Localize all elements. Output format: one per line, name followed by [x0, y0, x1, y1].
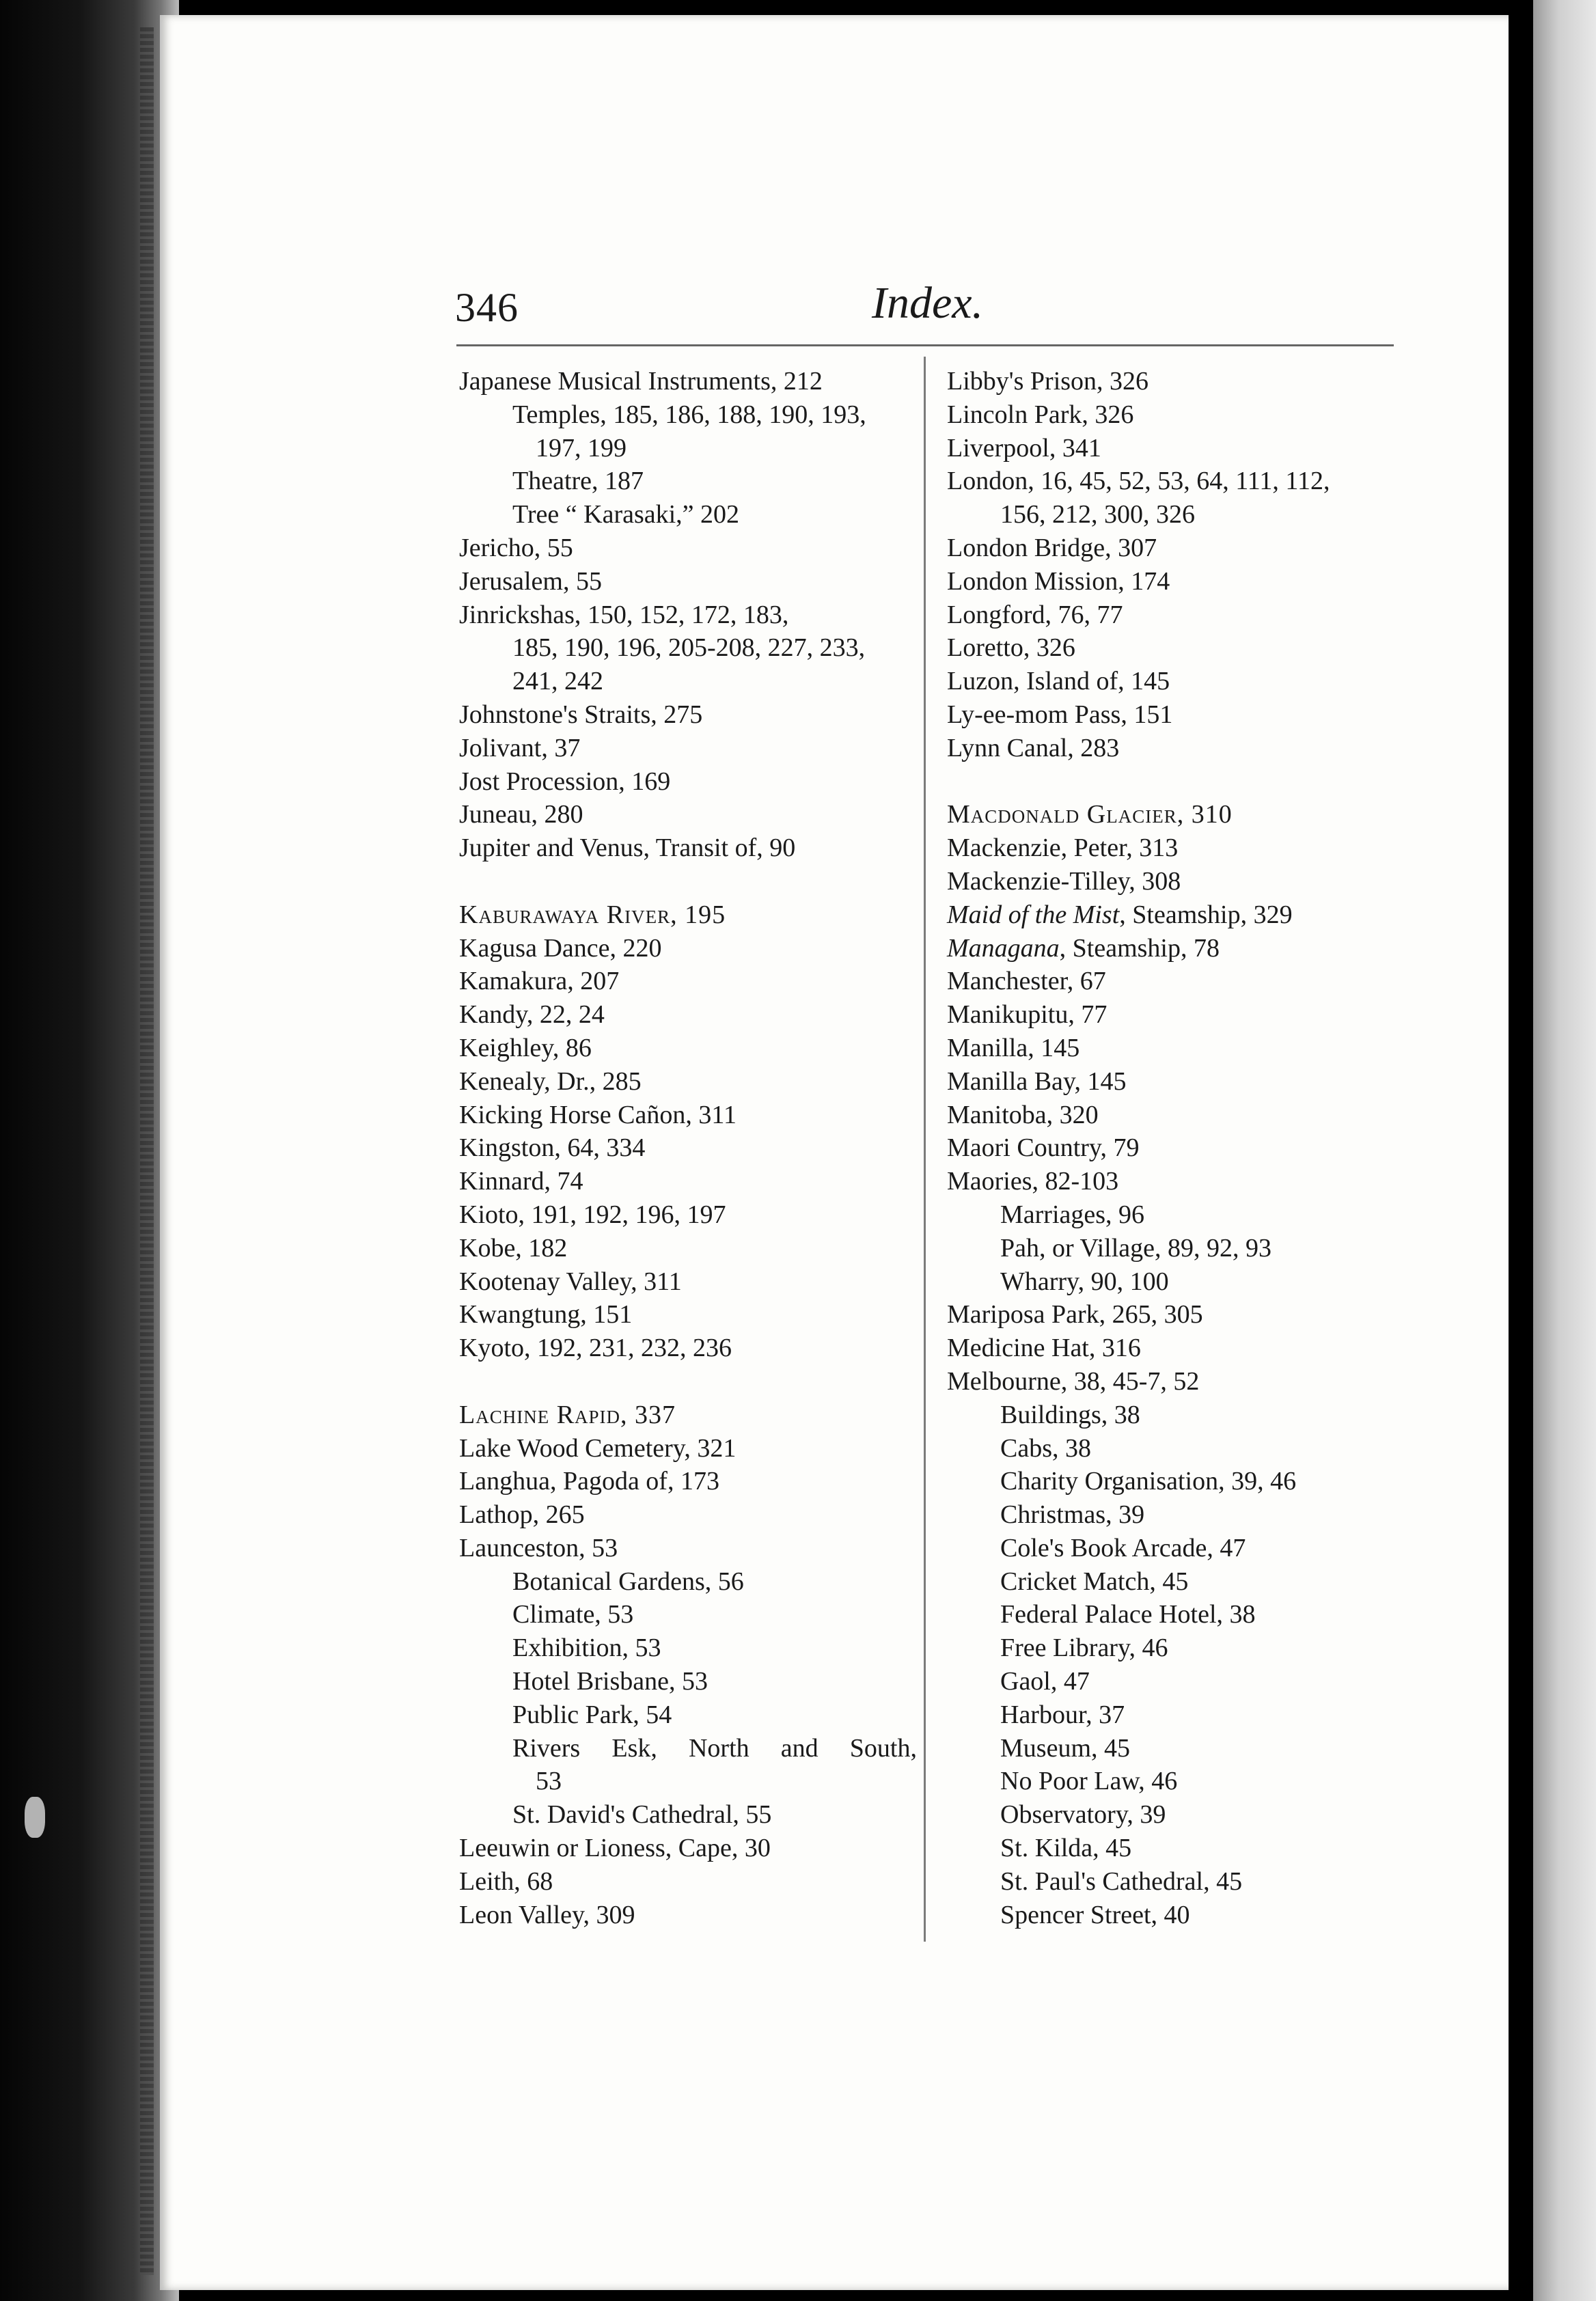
index-subentry: Charity Organisation, 39, 46 — [1000, 1467, 1297, 1496]
index-entry: Manitoba, 320 — [947, 1100, 1099, 1129]
index-subentry: Botanical Gardens, 56 — [512, 1567, 744, 1596]
index-entry: Langhua, Pagoda of, 173 — [459, 1467, 719, 1496]
index-entry: Jinrickshas, 150, 152, 172, 183, — [459, 600, 789, 629]
index-entry: Kenealy, Dr., 285 — [459, 1066, 642, 1096]
index-entry: Launceston, 53 — [459, 1533, 618, 1562]
book-spine — [140, 27, 154, 2275]
index-entry: Kyoto, 192, 231, 232, 236 — [459, 1334, 732, 1363]
index-subentry: Observatory, 39 — [1000, 1800, 1166, 1830]
page-header — [455, 277, 1412, 339]
index-entry: Manikupitu, 77 — [947, 1000, 1107, 1030]
index-entry: Medicine Hat, 316 — [947, 1334, 1141, 1363]
index-entry: Kicking Horse Cañon, 311 — [459, 1100, 737, 1129]
index-entry: Leeuwin or Lioness, Cape, 30 — [459, 1834, 771, 1863]
index-entry: Lincoln Park, 326 — [947, 400, 1134, 429]
index-section-head: Kaburawaya River, 195 — [459, 900, 726, 929]
index-entry: Kinnard, 74 — [459, 1167, 583, 1196]
index-entry: Maori Country, 79 — [947, 1133, 1140, 1163]
index-entry: Kagusa Dance, 220 — [459, 933, 662, 963]
index-subentry: St. Kilda, 45 — [1000, 1834, 1132, 1863]
index-entry: Jerusalem, 55 — [459, 566, 602, 596]
index-entry: Kandy, 22, 24 — [459, 1000, 605, 1030]
index-section-head: Macdonald Glacier, 310 — [947, 800, 1233, 829]
index-subentry: Marriages, 96 — [1000, 1200, 1145, 1229]
header-rule — [456, 344, 1394, 346]
index-subentry: Federal Palace Hotel, 38 — [1000, 1600, 1256, 1629]
index-entry: Johnstone's Straits, 275 — [459, 700, 703, 729]
index-entry — [947, 898, 1405, 932]
index-column-right — [947, 365, 1405, 1931]
index-entry: Manchester, 67 — [947, 967, 1106, 996]
ship-name: Managana — [947, 933, 1060, 963]
index-subentry: Buildings, 38 — [1000, 1400, 1140, 1429]
index-subentry: No Poor Law, 46 — [1000, 1767, 1178, 1796]
index-subentry: Cole's Book Arcade, 47 — [1000, 1533, 1246, 1562]
index-entry: Kioto, 191, 192, 196, 197 — [459, 1200, 726, 1229]
column-divider — [924, 357, 926, 1942]
index-subentry: Cricket Match, 45 — [1000, 1567, 1189, 1596]
index-subentry: Rivers Esk, North and South, — [512, 1733, 917, 1763]
page-number: 346 — [455, 285, 519, 330]
index-subentry: Spencer Street, 40 — [1000, 1900, 1190, 1929]
index-entry: Longford, 76, 77 — [947, 600, 1123, 629]
index-subentry: Temples, 185, 186, 188, 190, 193, — [512, 400, 866, 429]
index-entry: Kobe, 182 — [459, 1233, 568, 1263]
index-entry: Japanese Musical Instruments, 212 — [459, 367, 823, 396]
index-column-left — [459, 365, 917, 1931]
index-continuation: 156, 212, 300, 326 — [1000, 500, 1195, 529]
index-subentry: St. David's Cathedral, 55 — [512, 1800, 772, 1830]
index-subentry: Public Park, 54 — [512, 1700, 672, 1729]
index-subentry: Pah, or Village, 89, 92, 93 — [1000, 1233, 1272, 1263]
index-continuation: 241, 242 — [512, 667, 603, 696]
scan-smudge — [25, 1797, 45, 1838]
index-continuation: 197, 199 — [536, 433, 627, 463]
index-subentry: Christmas, 39 — [1000, 1500, 1145, 1530]
index-entry: Jericho, 55 — [459, 533, 573, 562]
index-entry: Libby's Prison, 326 — [947, 367, 1149, 396]
index-entry: Keighley, 86 — [459, 1033, 592, 1062]
index-section-head: Lachine Rapid, 337 — [459, 1400, 676, 1429]
section-gap — [459, 1365, 917, 1398]
index-entry: Jost Procession, 169 — [459, 767, 671, 796]
index-subentry: Gaol, 47 — [1000, 1667, 1090, 1696]
index-entry: Leith, 68 — [459, 1866, 553, 1896]
index-entry: Leon Valley, 309 — [459, 1900, 635, 1929]
index-entry: Lathop, 265 — [459, 1500, 585, 1530]
index-entry: London Bridge, 307 — [947, 533, 1157, 562]
index-entry: Mackenzie-Tilley, 308 — [947, 866, 1181, 896]
index-subentry: Exhibition, 53 — [512, 1634, 661, 1663]
index-subentry: Wharry, 90, 100 — [1000, 1267, 1169, 1296]
index-entry: Kamakura, 207 — [459, 967, 620, 996]
index-entry: Juneau, 280 — [459, 800, 583, 829]
index-subentry: Climate, 53 — [512, 1600, 634, 1629]
section-gap — [459, 865, 917, 898]
index-entry: London, 16, 45, 52, 53, 64, 111, 112, — [947, 467, 1330, 496]
index-entry: Lynn Canal, 283 — [947, 733, 1120, 762]
index-entry: Mariposa Park, 265, 305 — [947, 1300, 1203, 1329]
index-subentry: St. Paul's Cathedral, 45 — [1000, 1866, 1243, 1896]
index-subentry: Hotel Brisbane, 53 — [512, 1667, 708, 1696]
index-continuation: 185, 190, 196, 205-208, 227, 233, — [512, 633, 866, 663]
index-entry: Liverpool, 341 — [947, 433, 1101, 463]
index-subentry: Cabs, 38 — [1000, 1433, 1091, 1463]
entry-rest: , Steamship, 78 — [1059, 933, 1220, 963]
index-entry: Maories, 82-103 — [947, 1167, 1119, 1196]
index-entry — [947, 932, 1405, 965]
index-entry: Kootenay Valley, 311 — [459, 1267, 682, 1296]
index-subentry: Free Library, 46 — [1000, 1634, 1168, 1663]
index-entry: Melbourne, 38, 45-7, 52 — [947, 1366, 1200, 1396]
index-entry: Lake Wood Cemetery, 321 — [459, 1433, 737, 1463]
entry-rest: , Steamship, 329 — [1119, 900, 1293, 929]
index-entry: Mackenzie, Peter, 313 — [947, 833, 1179, 863]
index-subentry: Tree “ Karasaki,” 202 — [512, 500, 740, 529]
index-subentry: Harbour, 37 — [1000, 1700, 1125, 1729]
index-entry: Kingston, 64, 334 — [459, 1133, 646, 1163]
index-subentry: Theatre, 187 — [512, 467, 644, 496]
section-gap — [947, 765, 1405, 799]
index-entry: Ly-ee-mom Pass, 151 — [947, 700, 1173, 729]
next-page-edge — [1533, 0, 1596, 2301]
index-entry: Luzon, Island of, 145 — [947, 667, 1170, 696]
index-entry: Jupiter and Venus, Transit of, 90 — [459, 833, 796, 863]
index-entry: Loretto, 326 — [947, 633, 1075, 663]
ship-name: Maid of the Mist — [947, 900, 1120, 929]
index-entry: London Mission, 174 — [947, 566, 1170, 596]
index-entry: Kwangtung, 151 — [459, 1300, 633, 1329]
index-entry: Jolivant, 37 — [459, 733, 581, 762]
running-title: Index. — [872, 278, 984, 328]
index-entry: Manilla Bay, 145 — [947, 1066, 1127, 1096]
index-subentry: Museum, 45 — [1000, 1733, 1130, 1763]
index-continuation: 53 — [536, 1767, 562, 1796]
index-entry: Manilla, 145 — [947, 1033, 1080, 1062]
